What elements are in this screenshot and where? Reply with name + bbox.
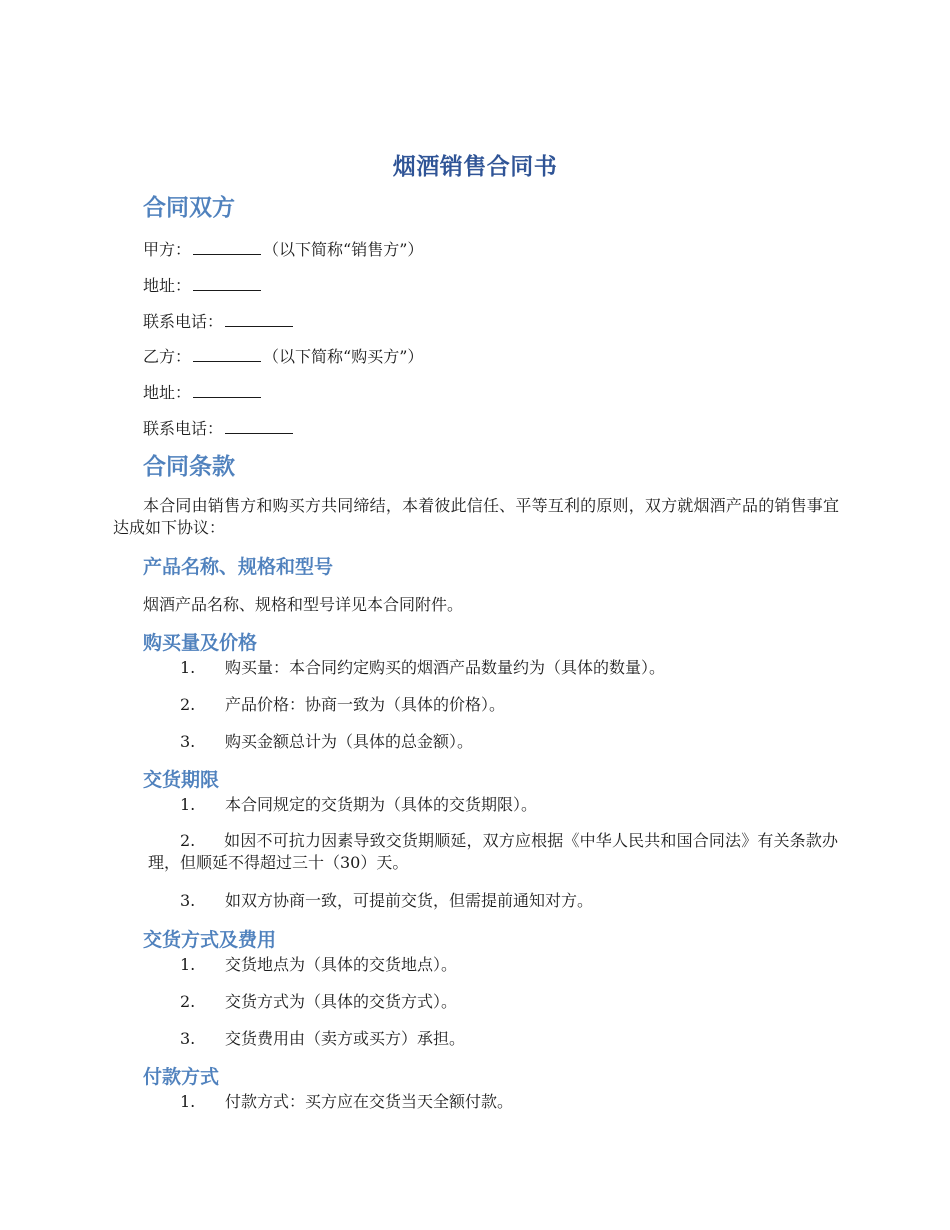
section-heading-product: 产品名称、规格和型号 — [143, 556, 334, 578]
list-number: 2. — [180, 695, 196, 714]
section-heading-purchase: 购买量及价格 — [143, 632, 258, 654]
list-number: 3. — [180, 1029, 196, 1048]
terms-intro-paragraph: 本合同由销售方和购买方共同缔结，本着彼此信任、平等互利的原则，双方就烟酒产品的销售事宜达成如下协议： — [113, 496, 839, 537]
phone-b-line — [143, 419, 295, 437]
list-number: 3. — [180, 732, 196, 751]
section-heading-payment: 付款方式 — [143, 1066, 220, 1088]
list-text: 购买金额总计为（具体的总金额）。 — [225, 732, 474, 751]
list-item — [180, 893, 593, 909]
list-item — [180, 697, 505, 713]
list-text: 付款方式：买方应在交货当天全额付款。 — [225, 1092, 514, 1111]
phone-a-line — [143, 312, 295, 330]
list-number: 1. — [180, 955, 196, 974]
list-number: 1. — [180, 795, 196, 814]
list-text: 产品价格：协商一致为（具体的价格）。 — [225, 695, 506, 714]
blank-line — [193, 347, 261, 362]
list-text: 购买量：本合同约定购买的烟酒产品数量约为（具体的数量）。 — [225, 658, 666, 677]
address-a-label: 地址： — [143, 276, 192, 295]
list-item — [180, 994, 457, 1010]
party-b-suffix: （以下简称“购买方”） — [263, 347, 424, 366]
list-text: 如因不可抗力因素导致交货期顺延，双方应根据《中华人民共和国合同法》有关条款办理，但顺延不得超过三十（30）天。 — [148, 831, 838, 872]
party-a-label: 甲方： — [143, 240, 192, 259]
phone-a-label: 联系电话： — [143, 312, 224, 331]
blank-line — [193, 383, 261, 398]
party-b-line — [143, 347, 423, 365]
list-text: 如双方协商一致，可提前交货，但需提前通知对方。 — [225, 891, 594, 910]
blank-line — [193, 276, 261, 291]
blank-line — [225, 419, 293, 434]
list-number: 2. — [180, 992, 196, 1011]
section-heading-delivery-method: 交货方式及费用 — [143, 929, 277, 951]
party-b-label: 乙方： — [143, 347, 192, 366]
product-paragraph: 烟酒产品名称、规格和型号详见本合同附件。 — [143, 595, 464, 614]
section-heading-terms: 合同条款 — [143, 454, 235, 480]
party-a-line — [143, 240, 423, 258]
list-text: 交货地点为（具体的交货地点）。 — [225, 955, 458, 974]
list-number: 2. — [180, 831, 196, 850]
list-item — [180, 1031, 465, 1047]
list-number: 1. — [180, 658, 196, 677]
address-b-label: 地址： — [143, 383, 192, 402]
list-text: 交货方式为（具体的交货方式）。 — [225, 992, 458, 1011]
phone-b-label: 联系电话： — [143, 419, 224, 438]
document-title: 烟酒销售合同书 — [392, 154, 558, 180]
party-a-suffix: （以下简称“销售方”） — [263, 240, 424, 259]
list-number: 3. — [180, 891, 196, 910]
section-heading-parties: 合同双方 — [143, 195, 235, 221]
list-item — [180, 1094, 513, 1110]
list-item — [148, 830, 838, 874]
list-item — [180, 660, 665, 676]
list-text: 交货费用由（卖方或买方）承担。 — [225, 1029, 466, 1048]
list-item — [180, 957, 457, 973]
list-item — [180, 734, 473, 750]
list-number: 1. — [180, 1092, 196, 1111]
list-text: 本合同规定的交货期为（具体的交货期限）。 — [225, 795, 538, 814]
blank-line — [225, 312, 293, 327]
section-heading-delivery-period: 交货期限 — [143, 769, 220, 791]
blank-line — [193, 240, 261, 255]
address-b-line — [143, 383, 263, 401]
address-a-line — [143, 276, 263, 294]
list-item — [180, 797, 537, 813]
